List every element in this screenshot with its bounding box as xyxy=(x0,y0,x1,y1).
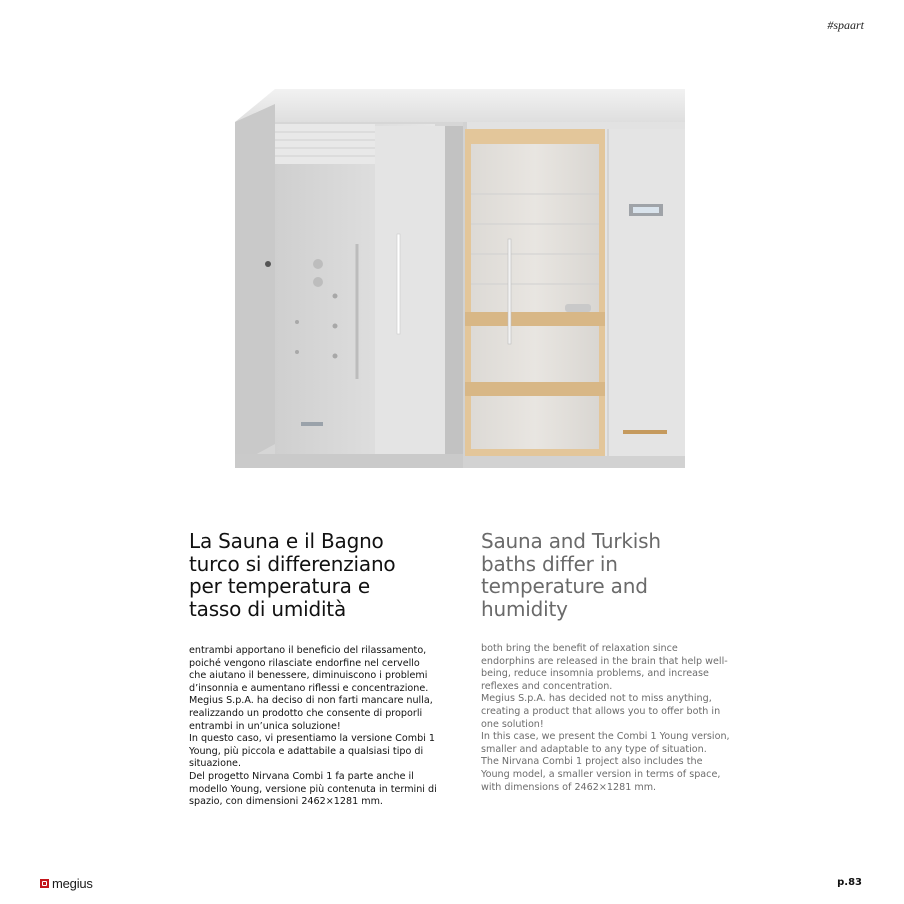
megius-logo-icon xyxy=(40,879,49,888)
body-text-english: both bring the benefit of relaxation since endorphins are released in the brain that help well- being, reduce insomnia problems, and increase reflexes and concentration. Megius S.p.A. has decided not to miss anything, creating a product that allows you to offer both in one solution! In this case, we present the Combi 1 Young version, smaller and adaptable to any type of situation. The Nirvana Combi 1 project also includes the Young model, a smaller version in terms of space, with dimensions of 2462×1281 mm. xyxy=(481,643,730,793)
heading-english: Sauna and Turkish baths differ in temperature and humidity xyxy=(481,529,661,621)
page-number: p.83 xyxy=(837,877,862,888)
megius-logo xyxy=(40,876,93,891)
heading-italian: La Sauna e il Bagno turco si differenziano per temperatura e tasso di umidità xyxy=(189,529,396,621)
brand-name: megius xyxy=(52,876,93,891)
body-text-italian: entrambi apportano il beneficio del rilassamento, poiché vengono rilasciate endorfine nel cervello che aiutano il benessere, diminuiscono i problemi d’insonnia e aumentano riflessi e concentrazione. Megius S.p.A. ha deciso di non farti mancare nulla, realizzando un prodotto che consente di proporli entrambi in un’unica soluzione! In questo caso, vi presentiamo la versione Combi 1 Young, più piccola e adattabile a qualsiasi tipo di situazione. Del progetto Nirvana Combi 1 fa parte anche il modello Young, versione più contenuta in termini di spazio, con dimensioni 2462×1281 mm. xyxy=(189,645,437,808)
sauna-turkish-bath-cabin-image xyxy=(225,84,685,474)
section-hashtag: #spaart xyxy=(827,18,864,32)
